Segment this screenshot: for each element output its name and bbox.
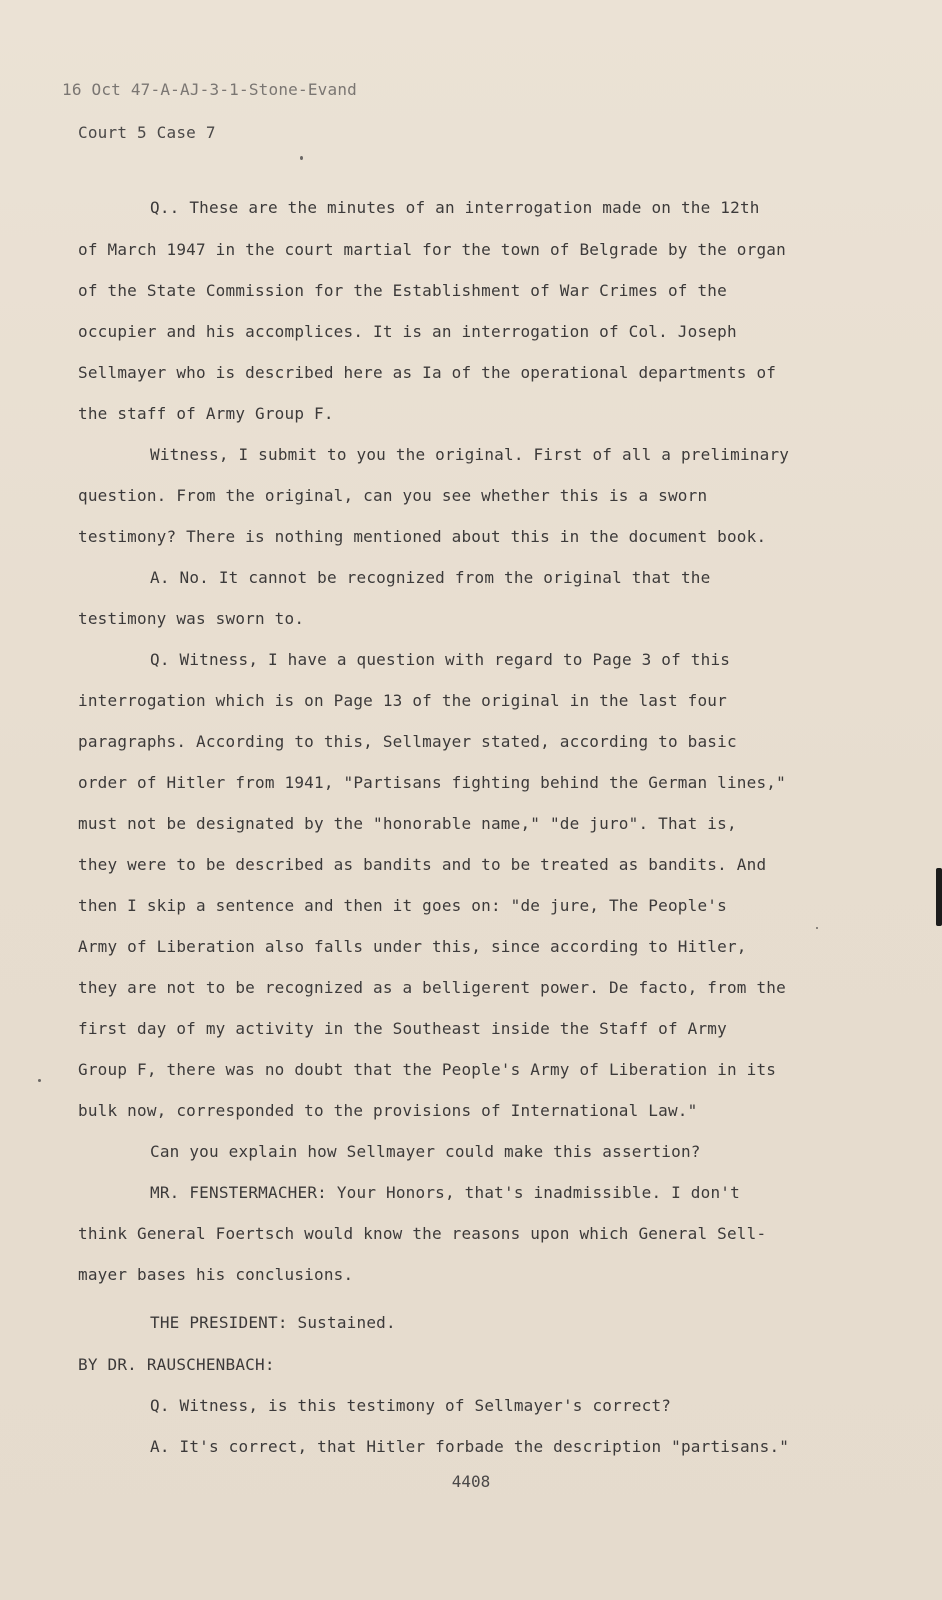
- text-line: Sellmayer who is described here as Ia of the operational departments of: [78, 363, 777, 382]
- text-line: Group F, there was no doubt that the People's Army of Liberation in its: [78, 1060, 777, 1079]
- text-line: the staff of Army Group F.: [78, 404, 334, 423]
- text-line: Witness, I submit to you the original. First of all a preliminary: [150, 445, 790, 464]
- text-line: Q.. These are the minutes of an interrogation made on the 12th: [150, 198, 760, 217]
- text-line: they were to be described as bandits and to be treated as bandits. And: [78, 855, 767, 874]
- text-line: paragraphs. According to this, Sellmayer stated, according to basic: [78, 732, 737, 751]
- paper-speck: [300, 156, 303, 160]
- court-case-label: Court 5 Case 7: [78, 123, 216, 142]
- text-line: BY DR. RAUSCHENBACH:: [78, 1355, 275, 1374]
- text-line: first day of my activity in the Southeast inside the Staff of Army: [78, 1019, 727, 1038]
- document-id: 16 Oct 47-A-AJ-3-1-Stone-Evand: [62, 80, 357, 99]
- text-line: order of Hitler from 1941, "Partisans fighting behind the German lines,": [78, 773, 786, 792]
- text-line: Q. Witness, is this testimony of Sellmayer's correct?: [150, 1396, 672, 1415]
- text-line: of the State Commission for the Establishment of War Crimes of the: [78, 281, 727, 300]
- text-line: MR. FENSTERMACHER: Your Honors, that's inadmissible. I don't: [150, 1183, 740, 1202]
- text-line: question. From the original, can you see whether this is a sworn: [78, 486, 708, 505]
- text-line: interrogation which is on Page 13 of the original in the last four: [78, 691, 727, 710]
- binding-edge-mark: [936, 868, 942, 926]
- text-line: Can you explain how Sellmayer could make this assertion?: [150, 1142, 701, 1161]
- text-line: Q. Witness, I have a question with regard to Page 3 of this: [150, 650, 731, 669]
- text-line: bulk now, corresponded to the provisions of International Law.": [78, 1101, 698, 1120]
- text-line: A. It's correct, that Hitler forbade the description "partisans.": [150, 1437, 790, 1456]
- text-line: occupier and his accomplices. It is an interrogation of Col. Joseph: [78, 322, 737, 341]
- text-line: testimony was sworn to.: [78, 609, 305, 628]
- text-line: mayer bases his conclusions.: [78, 1265, 354, 1284]
- text-line: testimony? There is nothing mentioned about this in the document book.: [78, 527, 767, 546]
- text-line: of March 1947 in the court martial for the town of Belgrade by the organ: [78, 240, 786, 259]
- text-line: must not be designated by the "honorable name," "de juro". That is,: [78, 814, 737, 833]
- text-line: Army of Liberation also falls under this, since according to Hitler,: [78, 937, 747, 956]
- text-line: THE PRESIDENT: Sustained.: [150, 1313, 396, 1332]
- text-line: then I skip a sentence and then it goes on: "de jure, The People's: [78, 896, 727, 915]
- text-line: A. No. It cannot be recognized from the original that the: [150, 568, 711, 587]
- text-line: think General Foertsch would know the reasons upon which General Sell-: [78, 1224, 767, 1243]
- text-line: they are not to be recognized as a belligerent power. De facto, from the: [78, 978, 786, 997]
- paper-speck: [816, 927, 818, 929]
- paper-speck: [38, 1079, 41, 1082]
- page-number: 4408: [451, 1472, 491, 1491]
